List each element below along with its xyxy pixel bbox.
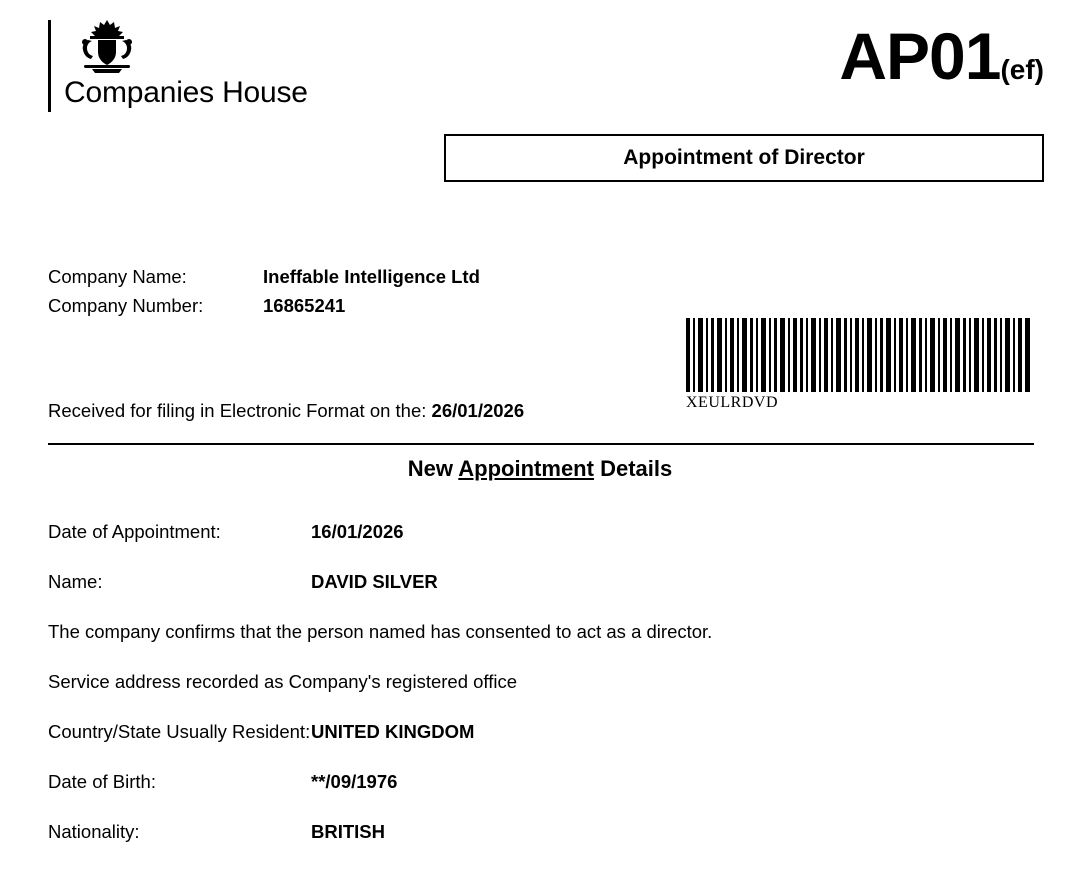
detail-row-date-of-appointment [48, 520, 1034, 544]
companies-house-logo [48, 18, 468, 118]
detail-label: Nationality: [48, 821, 140, 843]
service-address-note: Service address recorded as Company's registered office [48, 671, 518, 693]
barcode-image [686, 318, 1032, 392]
detail-row-name [48, 570, 1034, 594]
detail-label: Date of Birth: [48, 771, 156, 793]
detail-label: Country/State Usually Resident: [48, 721, 311, 743]
logo-rule [48, 20, 51, 112]
section-heading [0, 456, 1080, 482]
barcode-area [686, 318, 1032, 412]
detail-row-date-of-birth [48, 770, 1034, 794]
received-date: 26/01/2026 [431, 400, 525, 421]
form-code-suffix: (ef) [1000, 54, 1044, 85]
company-number-row [48, 295, 480, 324]
detail-value: BRITISH [311, 821, 385, 843]
detail-row-country-resident [48, 720, 1034, 744]
detail-value: UNITED KINGDOM [311, 721, 475, 743]
consent-note: The company confirms that the person named has consented to act as a director. [48, 621, 713, 643]
section-heading-underlined: Appointment [458, 456, 594, 481]
document-header [0, 10, 1080, 190]
company-name-label: Company Name: [48, 266, 187, 287]
detail-value: **/09/1976 [311, 771, 398, 793]
company-number-label: Company Number: [48, 295, 204, 316]
appointment-details [48, 520, 1034, 870]
received-label: Received for filing in Electronic Format on the: [48, 400, 427, 421]
company-details-block [48, 266, 480, 324]
detail-value: DAVID SILVER [311, 571, 438, 593]
section-heading-post: Details [593, 456, 673, 481]
section-divider [48, 443, 1034, 445]
detail-label: Name: [48, 571, 103, 593]
company-name-value: Ineffable Intelligence Ltd [263, 266, 480, 287]
form-title-box: Appointment of Director [444, 134, 1044, 182]
company-number-value: 16865241 [263, 295, 346, 316]
detail-row-nationality [48, 820, 1034, 844]
received-line [48, 400, 524, 422]
royal-crest-icon [74, 18, 144, 74]
form-code [839, 18, 1044, 94]
company-name-row [48, 266, 480, 295]
detail-value: 16/01/2026 [311, 521, 404, 542]
companies-house-wordmark: Companies House [64, 76, 308, 109]
section-heading-pre: New [407, 456, 459, 481]
barcode-reference: XEULRDVD [686, 394, 778, 411]
detail-label: Date of Appointment: [48, 521, 221, 542]
form-code-value: AP01 [839, 19, 1001, 93]
